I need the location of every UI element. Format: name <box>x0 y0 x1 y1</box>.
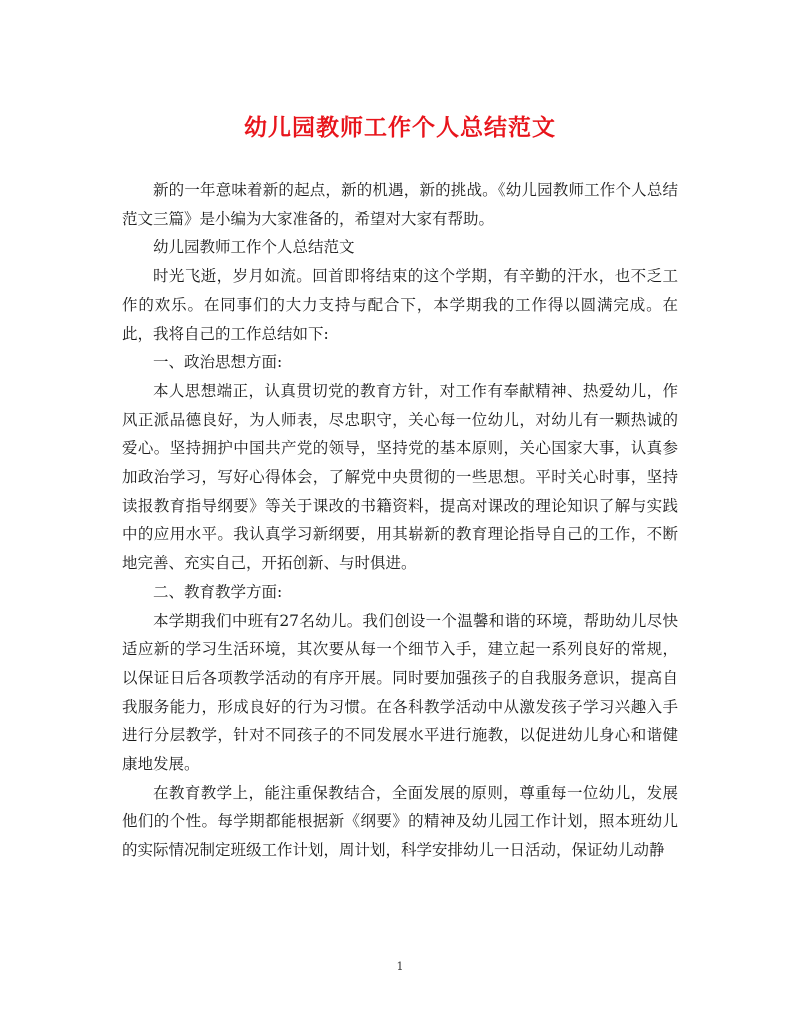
section-heading-teaching: 二、教育教学方面: <box>153 582 283 601</box>
document-body <box>122 176 678 865</box>
document-title: 幼儿园教师工作个人总结范文 <box>244 114 556 141</box>
page-number: 1 <box>396 960 404 973</box>
subtitle-paragraph: 幼儿园教师工作个人总结范文 <box>153 238 355 257</box>
section-heading-political: 一、政治思想方面: <box>153 353 283 372</box>
opening-paragraph: 时光飞逝，岁月如流。回首即将结束的这个学期，有辛勤的汗水，也不乏工作的欢乐。在同事们的大力支持与配合下，本学期我的工作得以圆满完成。在此，我将自己的工作总结如下: <box>122 267 678 343</box>
intro-paragraph: 新的一年意味着新的起点，新的机遇，新的挑战。《幼儿园教师工作个人总结范文三篇》是小编为大家准备的，希望对大家有帮助。 <box>122 181 678 228</box>
teaching-paragraph-2: 在教育教学上，能注重保教结合，全面发展的原则，尊重每一位幼儿，发展他们的个性。每学期都能根据新《纲要》的精神及幼儿园工作计划，照本班幼儿的实际情况制定班级工作计划，周计划，科学安排幼儿一日活动，保证幼儿动静 <box>122 783 678 860</box>
teaching-paragraph-1: 本学期我们中班有27名幼儿。我们创设一个温馨和谐的环境，帮助幼儿尽快适应新的学习生活环境，其次要从每一个细节入手，建立起一系列良好的常规，以保证日后各项教学活动的有序开展。同时要加强孩子的自我服务意识，提高自我服务能力，形成良好的行为习惯。在各科教学活动中从激发孩子学习兴趣入手进行分层教学，针对不同孩子的不同发展水平进行施教，以促进幼儿身心和谐健康地发展。 <box>122 611 678 774</box>
political-paragraph: 本人思想端正，认真贯切党的教育方针，对工作有奉献精神、热爱幼儿，作风正派品德良好，为人师表，尽忠职守，关心每一位幼儿，对幼儿有一颗热诚的爱心。坚持拥护中国共产党的领导，坚持党的基本原则，关心国家大事，认真参加政治学习，写好心得体会，了解党中央贯彻的一些思想。平时关心时事，坚持读报教育指导纲要》等关于课改的书籍资料，提高对课改的理论知识了解与实践中的应用水平。我认真学习新纲要，用其崭新的教育理论指导自己的工作，不断地完善、充实自己，开拓创新、与时俱进。 <box>122 381 678 573</box>
